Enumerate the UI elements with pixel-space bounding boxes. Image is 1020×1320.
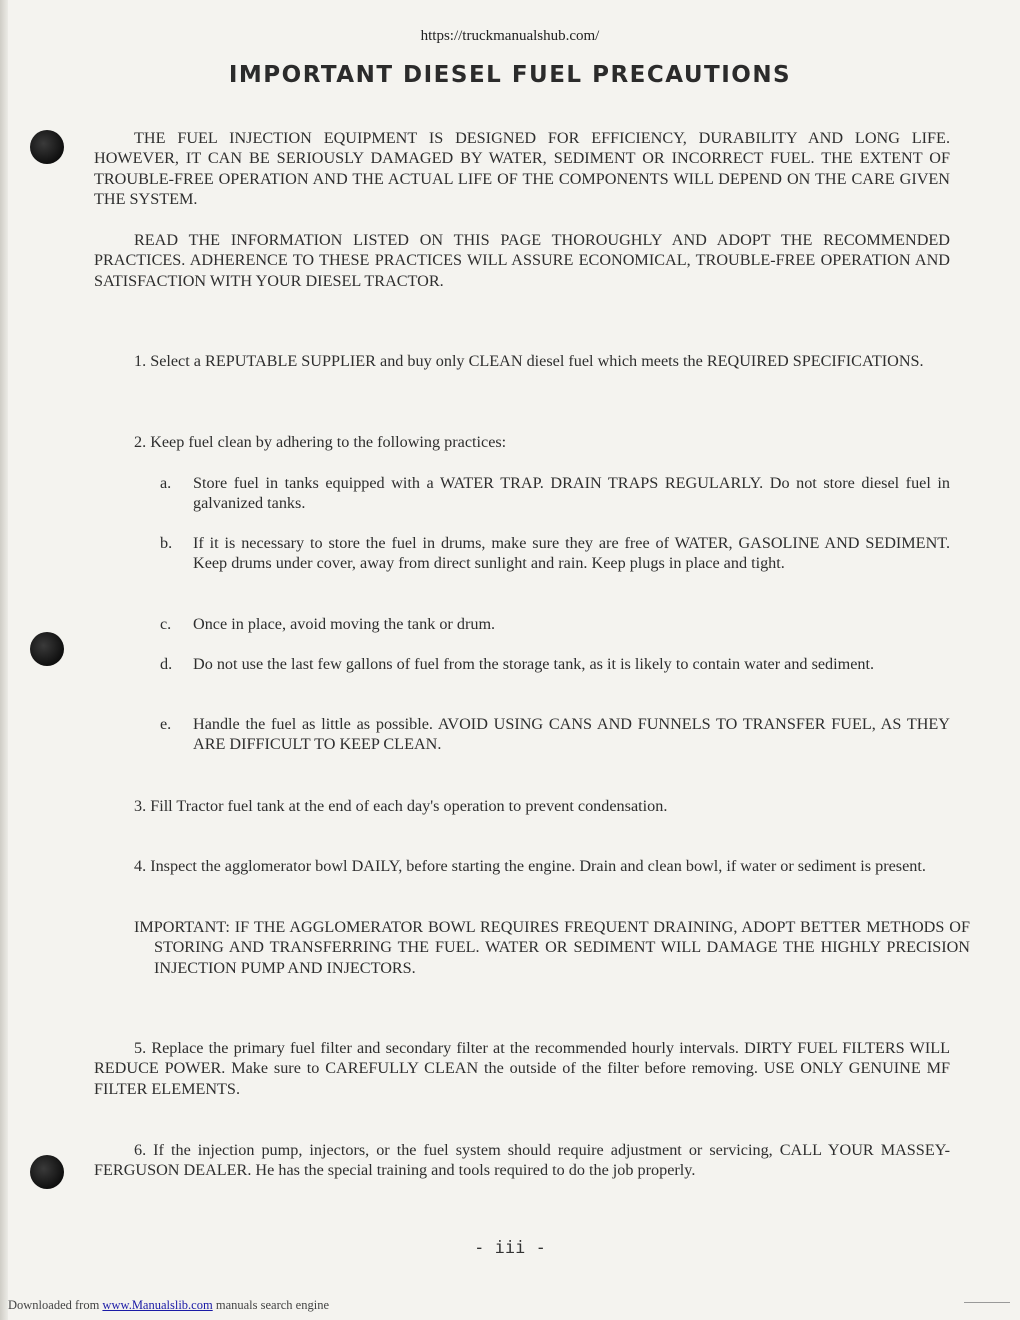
list-item: 6. If the injection pump, injectors, or the fuel system should require adjustment or servicing, CALL YOUR MASSEY-FERGUSON DEALER. He has the special training and tools required to do the job properly.	[94, 1141, 950, 1180]
footer-prefix: Downloaded from	[8, 1298, 100, 1312]
page-binding-edge	[0, 0, 8, 1320]
sub-item-letter: c.	[160, 615, 172, 633]
divider	[964, 1302, 1010, 1303]
sub-item-letter: b.	[160, 534, 173, 552]
list-item: 3. Fill Tractor fuel tank at the end of each day's operation to prevent condensation.	[134, 797, 668, 815]
important-note: IMPORTANT: IF THE AGGLOMERATOR BOWL REQUIRES FREQUENT DRAINING, ADOPT BETTER METHODS OF STORING AND TRANSFERRING THE FUEL. WATER OR SEDIMENT WILL DAMAGE THE HIGHLY PRECISION INJECTION PUMP AND INJECTORS.	[134, 918, 970, 977]
sub-list-item	[160, 654, 950, 674]
sub-item-text: If it is necessary to store the fuel in drums, make sure they are free of WATER, GASOLINE AND SEDIMENT. Keep drums under cover, away from direct sunlight and rain. Keep plugs in place and tight.	[193, 534, 950, 573]
sub-item-letter: d.	[160, 655, 173, 673]
list-item: 5. Replace the primary fuel filter and secondary filter at the recommended hourly intervals. DIRTY FUEL FILTERS WILL REDUCE POWER. Make sure to CAREFULLY CLEAN the outside of the filter before removing. USE ONLY GENUINE MF FILTER ELEMENTS.	[94, 1039, 950, 1098]
sub-list-item	[160, 714, 950, 755]
sub-item-text: Handle the fuel as little as possible. AVOID USING CANS AND FUNNELS TO TRANSFER FUEL, AS THEY ARE DIFFICULT TO KEEP CLEAN.	[193, 715, 950, 754]
sub-list-item	[160, 614, 950, 634]
sub-item-text: Do not use the last few gallons of fuel from the storage tank, as it is likely to contain water and sediment.	[193, 655, 875, 673]
intro-paragraph: THE FUEL INJECTION EQUIPMENT IS DESIGNED FOR EFFICIENCY, DURABILITY AND LONG LIFE. HOWEVER, IT CAN BE SERIOUSLY DAMAGED BY WATER, SEDIMENT OR INCORRECT FUEL. THE EXTENT OF TROUBLE-FREE OPERATION AND THE ACTUAL LIFE OF THE COMPONENTS WILL DEPEND ON THE CARE GIVEN THE SYSTEM.	[94, 129, 950, 208]
list-item: 4. Inspect the agglomerator bowl DAILY, before starting the engine. Drain and clean bowl, if water or sediment is present.	[134, 857, 926, 875]
sub-item-letter: e.	[160, 715, 172, 733]
sub-item-letter: a.	[160, 474, 172, 492]
sub-list-item	[160, 473, 950, 514]
page-title: IMPORTANT DIESEL FUEL PRECAUTIONS	[228, 62, 792, 88]
footer-suffix: manuals search engine	[215, 1298, 329, 1312]
binder-hole	[30, 130, 64, 164]
footer-link[interactable]: www.Manualslib.com	[102, 1298, 213, 1312]
download-footer	[8, 1298, 329, 1313]
page-number: - iii -	[474, 1238, 546, 1258]
list-item: 2. Keep fuel clean by adhering to the following practices:	[134, 433, 507, 451]
sub-list-item	[160, 533, 950, 574]
binder-hole	[30, 1155, 64, 1189]
list-item: 1. Select a REPUTABLE SUPPLIER and buy only CLEAN diesel fuel which meets the REQUIRED SPECIFICATIONS.	[134, 352, 924, 370]
binder-hole	[30, 632, 64, 666]
intro-paragraph: READ THE INFORMATION LISTED ON THIS PAGE THOROUGHLY AND ADOPT THE RECOMMENDED PRACTICES. ADHERENCE TO THESE PRACTICES WILL ASSURE ECONOMICAL, TROUBLE-FREE OPERATION AND SATISFACTION WITH YOUR DIESEL TRACTOR.	[94, 231, 950, 290]
source-url[interactable]: https://truckmanualshub.com/	[420, 28, 600, 44]
sub-item-text: Once in place, avoid moving the tank or drum.	[193, 615, 496, 633]
sub-item-text: Store fuel in tanks equipped with a WATER TRAP. DRAIN TRAPS REGULARLY. Do not store diesel fuel in galvanized tanks.	[193, 474, 950, 513]
